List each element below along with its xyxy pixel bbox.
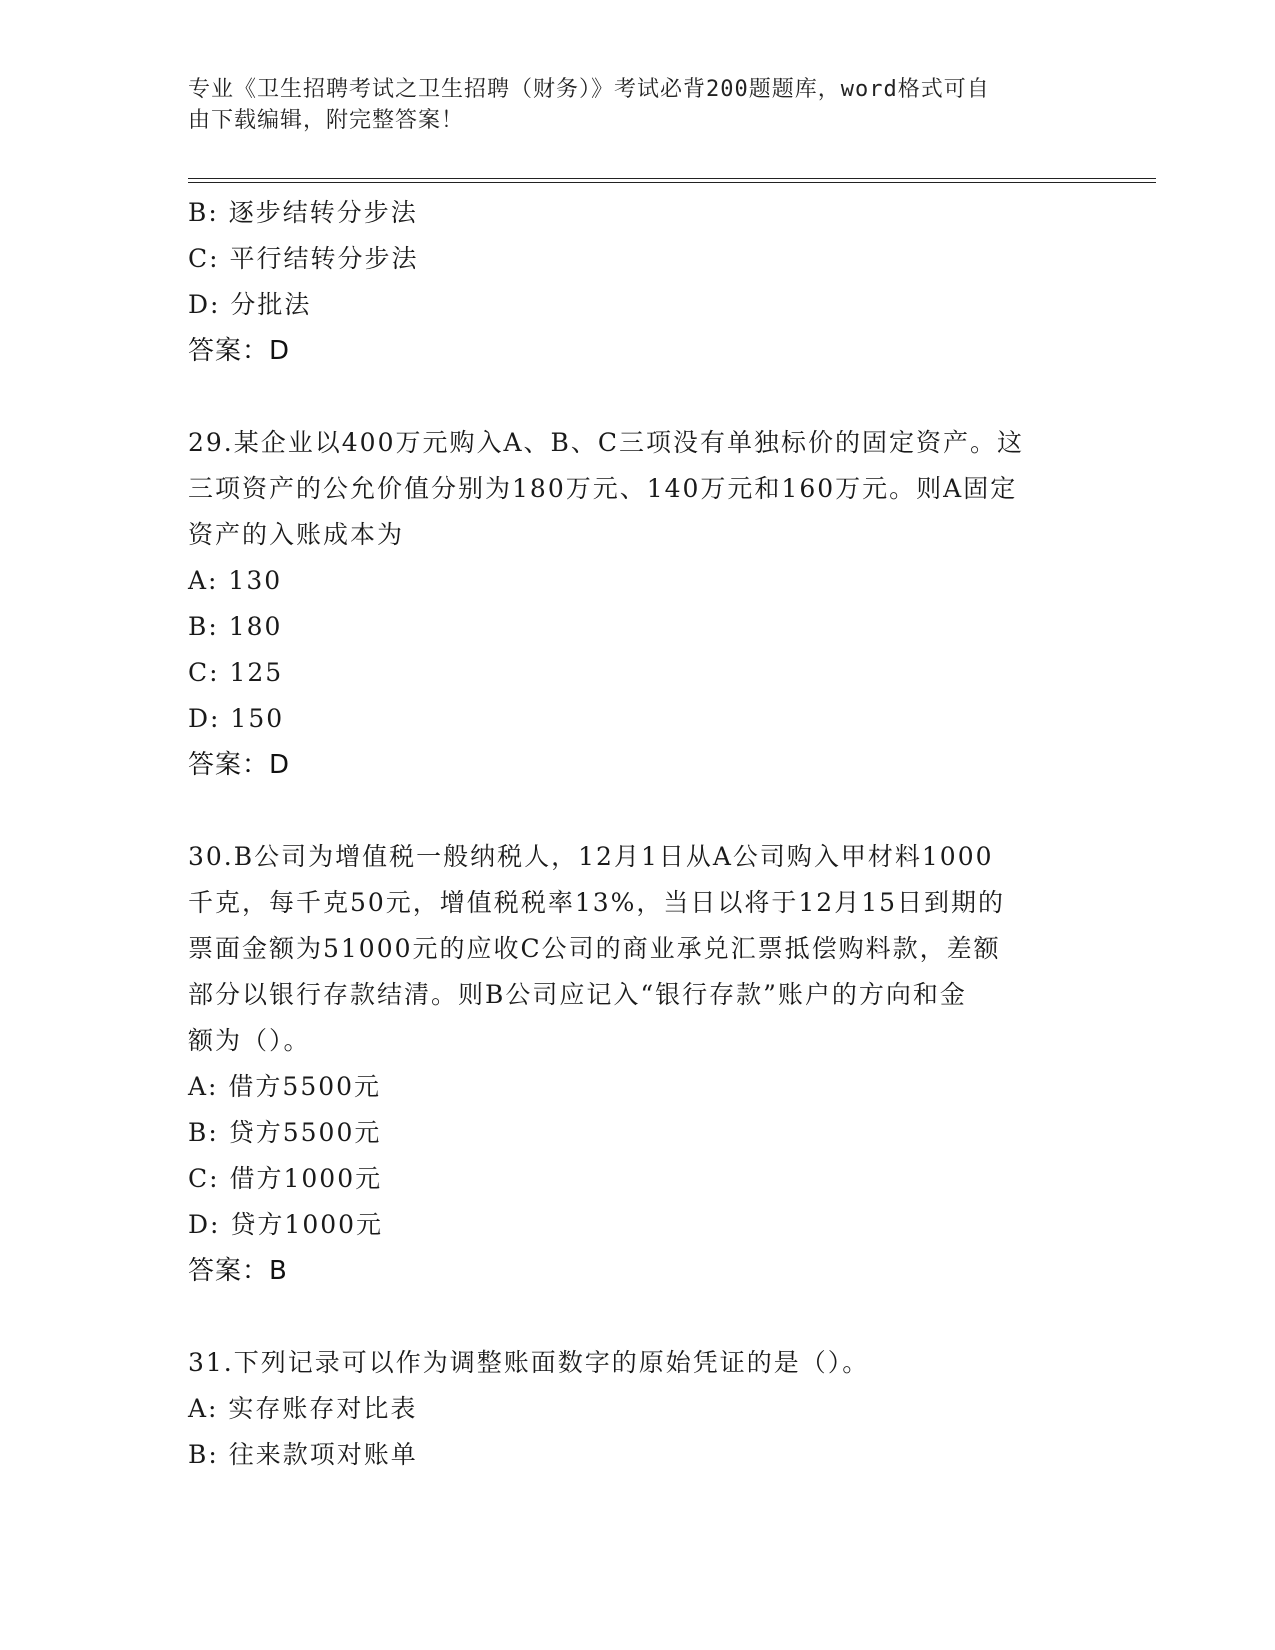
question-stem-line: 资产的入账成本为 <box>188 520 405 549</box>
option-a: A: 实存账存对比表 <box>188 1394 418 1423</box>
option-b: B: 往来款项对账单 <box>188 1440 418 1469</box>
question-spacer <box>188 1294 1088 1340</box>
question-stem-line: 30.B公司为增值税一般纳税人，12月1日从A公司购入甲材料1000 <box>188 842 994 871</box>
question-stem-line: 部分以银行存款结清。则B公司应记入“银行存款”账户的方向和金 <box>188 980 967 1009</box>
option-d: D: 分批法 <box>188 290 312 319</box>
header-divider-top <box>188 178 1156 179</box>
option-b: B: 180 <box>188 612 283 641</box>
document-header <box>188 74 1088 136</box>
option-b: B: 贷方5500元 <box>188 1118 382 1147</box>
option-d: D: 150 <box>188 704 285 733</box>
question-stem-line: 千克，每千克50元，增值税税率13%，当日以将于12月15日到期的 <box>188 888 1006 917</box>
option-b: B: 逐步结转分步法 <box>188 198 418 227</box>
answer-label: 答案：D <box>188 750 291 780</box>
question-31 <box>188 1340 1088 1478</box>
option-a: A: 借方5500元 <box>188 1072 382 1101</box>
question-29 <box>188 420 1088 788</box>
answer-label: 答案：D <box>188 336 291 366</box>
question-spacer <box>188 788 1088 834</box>
header-title-line-1: 专业《卫生招聘考试之卫生招聘（财务）》考试必背200题题库，word格式可自 <box>188 77 990 102</box>
option-d: D: 贷方1000元 <box>188 1210 384 1239</box>
option-c: C: 平行结转分步法 <box>188 244 419 273</box>
option-c: C: 125 <box>188 658 284 687</box>
header-divider-bottom <box>188 182 1156 183</box>
option-c: C: 借方1000元 <box>188 1164 383 1193</box>
question-stem-line: 29.某企业以400万元购入A、B、C三项没有单独标价的固定资产。这 <box>188 428 1025 457</box>
question-spacer <box>188 374 1088 420</box>
question-stem-line: 额为（）。 <box>188 1026 311 1055</box>
question-stem-line: 31.下列记录可以作为调整账面数字的原始凭证的是（）。 <box>188 1348 870 1377</box>
question-stem-line: 票面金额为51000元的应收C公司的商业承兑汇票抵偿购料款，差额 <box>188 934 1001 963</box>
question-list <box>188 190 1088 1478</box>
header-title-line-2: 由下载编辑，附完整答案！ <box>188 108 465 133</box>
answer-label: 答案：B <box>188 1256 288 1286</box>
question-30 <box>188 834 1088 1294</box>
question-stem-line: 三项资产的公允价值分别为180万元、140万元和160万元。则A固定 <box>188 474 1018 503</box>
option-a: A: 130 <box>188 566 283 595</box>
question-28 <box>188 190 1088 374</box>
